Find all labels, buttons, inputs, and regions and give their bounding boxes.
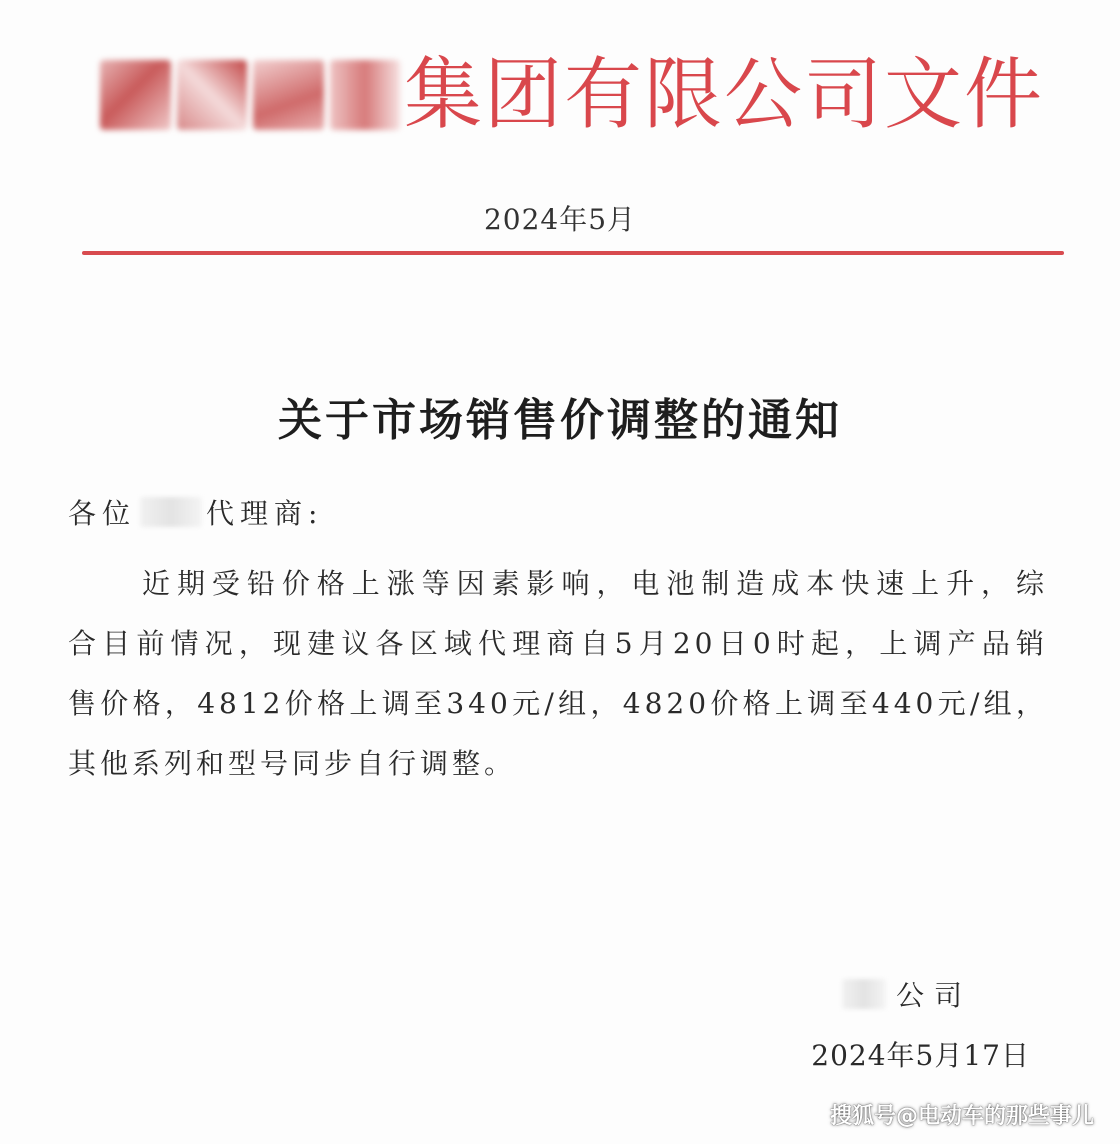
signature-company	[838, 974, 972, 1014]
body-line: 近期受铅价格上涨等因素影响，电池制造成本快速上升，综	[142, 567, 1048, 600]
signature-date: 2024年5月17日	[811, 1039, 1030, 1072]
salutation-prefix: 各位	[68, 497, 137, 530]
signature-company-label: 公司	[895, 979, 972, 1012]
red-divider-rule	[82, 251, 1064, 255]
letterhead-date: 2024年5月	[483, 203, 637, 236]
body-line: 售价格，4812价格上调至340元/组，4820价格上调至440元/组，	[68, 687, 1048, 720]
letterhead-title: 集团有限公司文件	[404, 50, 1045, 140]
notice-title: 关于市场销售价调整的通知	[278, 395, 842, 446]
body-line: 合目前情况，现建议各区域代理商自5月20日0时起，上调产品销	[68, 627, 1048, 660]
source-watermark: 搜狐号@电动车的那些事儿	[829, 1104, 1094, 1129]
body-line: 其他系列和型号同步自行调整。	[68, 747, 517, 780]
redacted-brand	[140, 497, 202, 527]
redacted-company-name	[100, 49, 400, 141]
salutation-suffix: 代理商:	[206, 497, 324, 530]
notice-body	[68, 554, 1048, 794]
redacted-signer	[842, 979, 886, 1009]
letterhead	[100, 40, 1044, 150]
salutation	[68, 492, 323, 532]
